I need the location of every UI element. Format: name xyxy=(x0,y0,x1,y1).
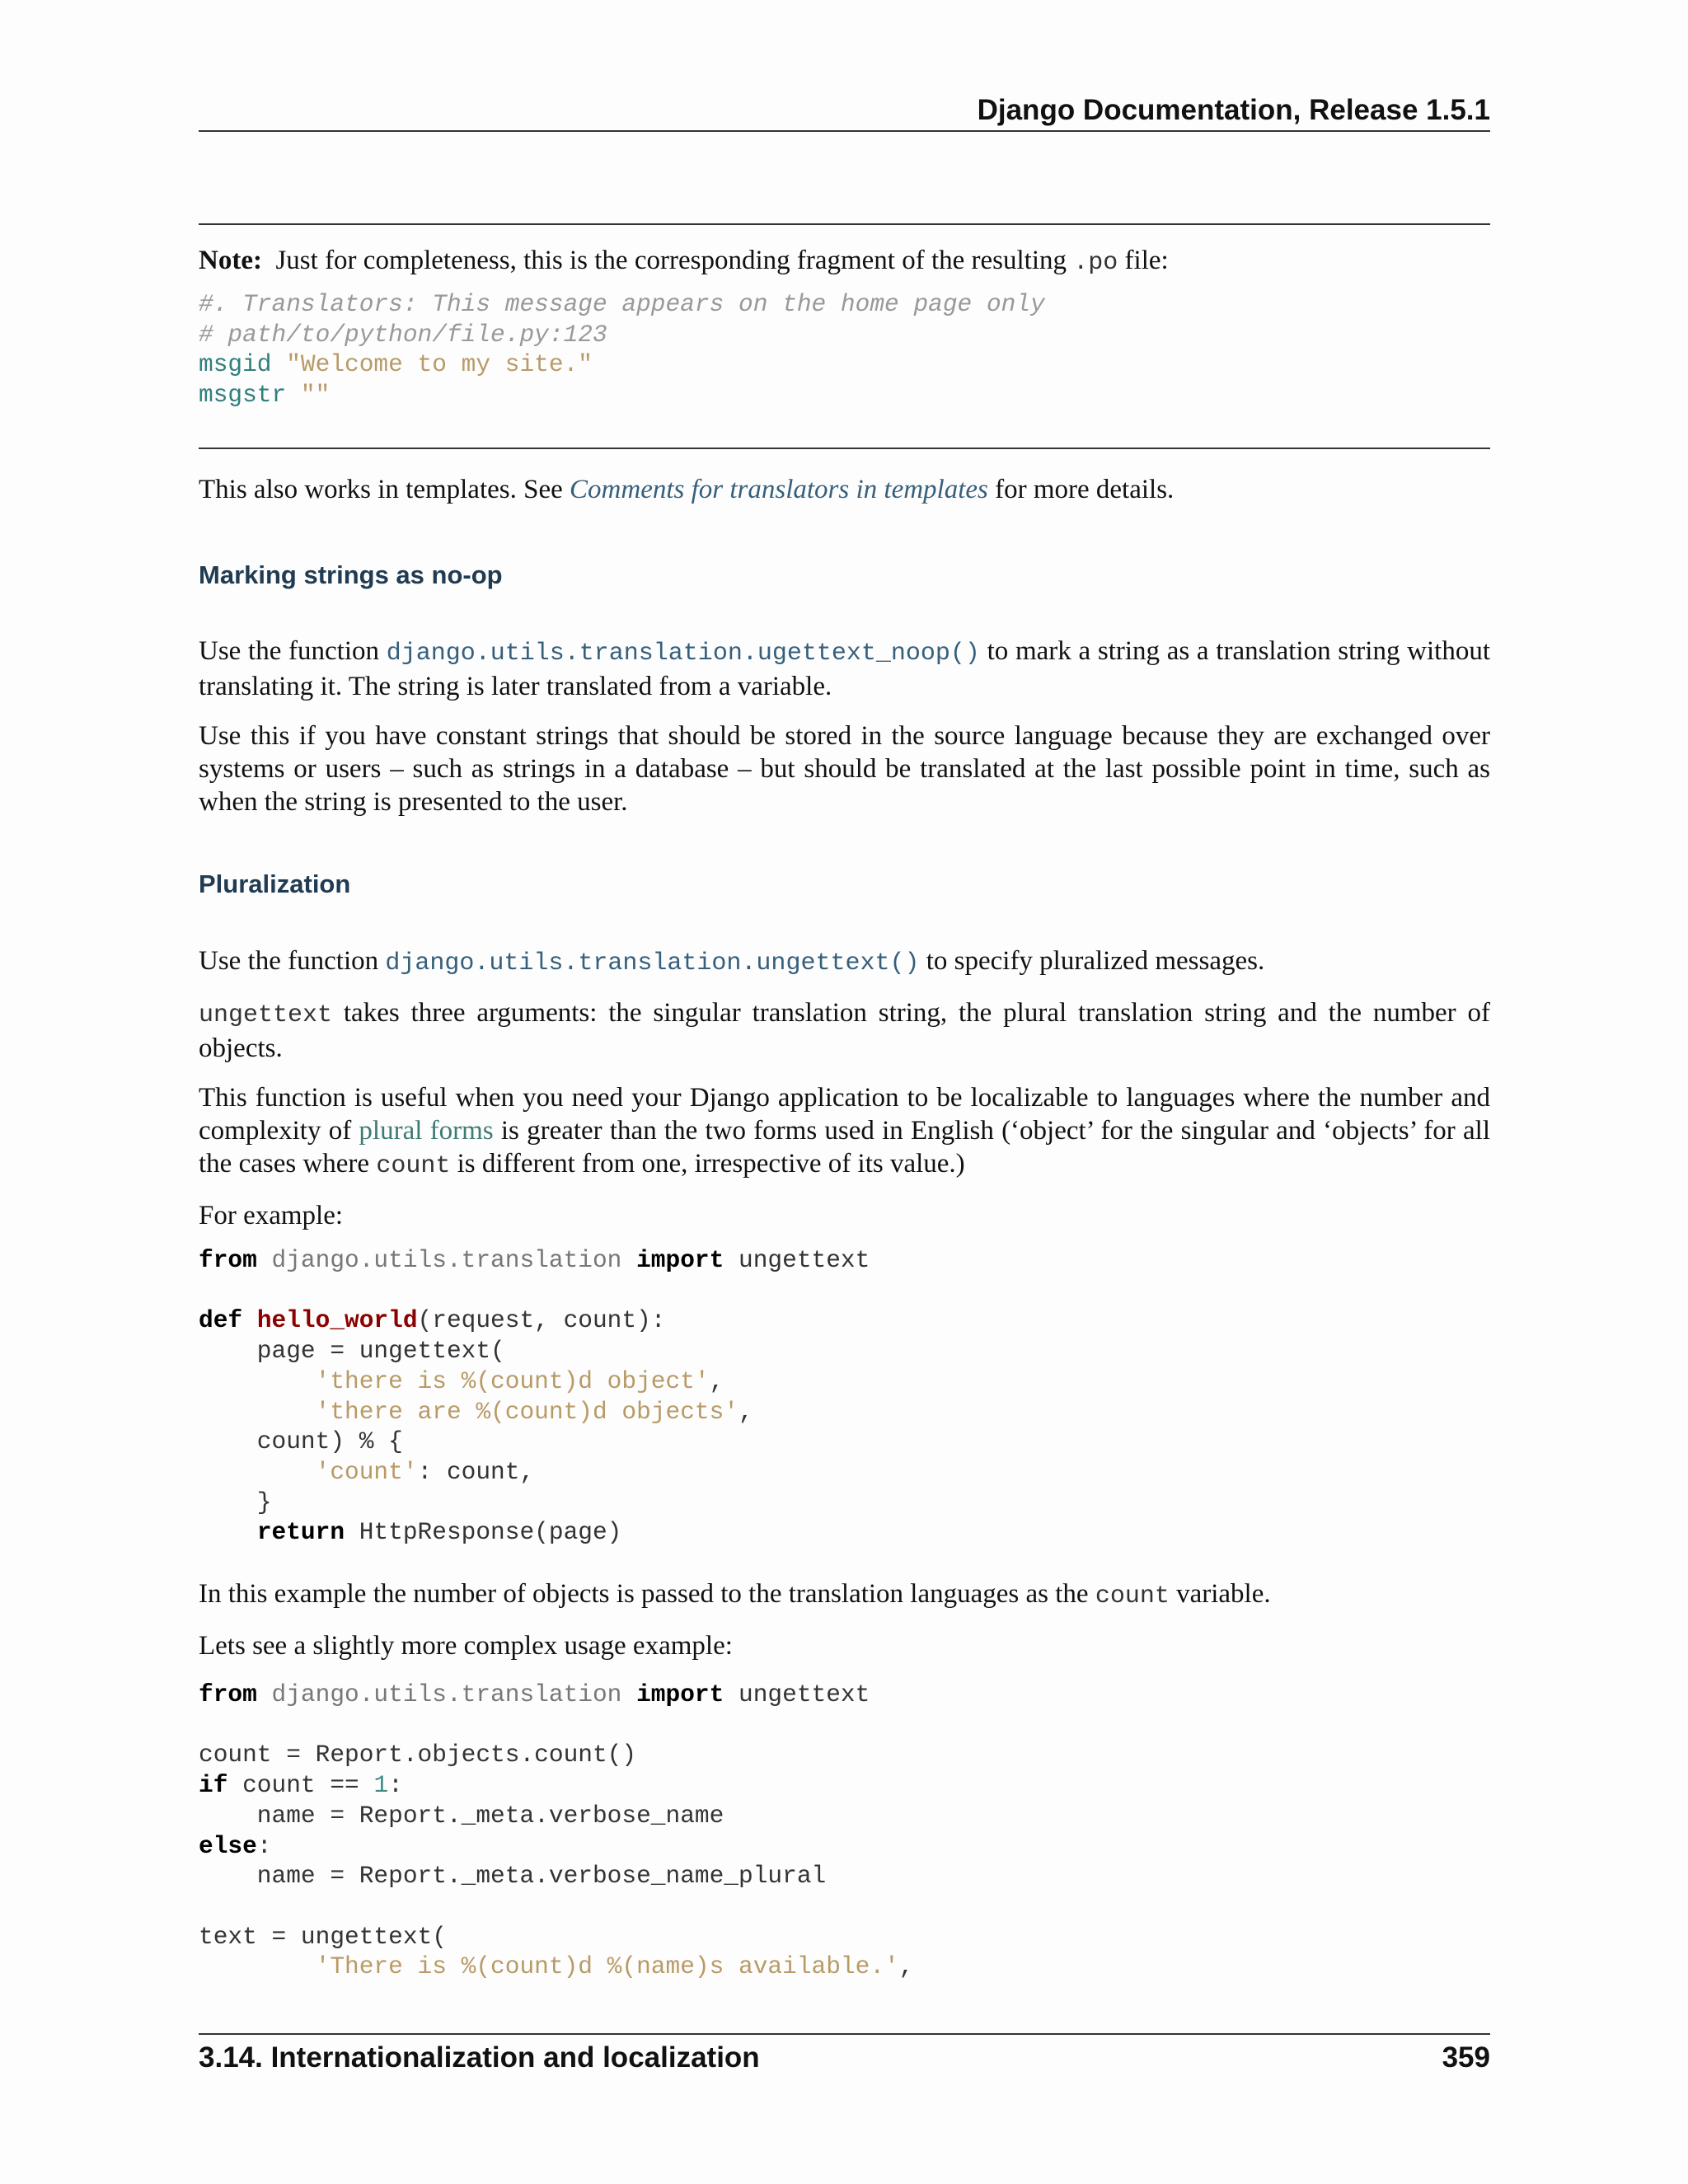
templates-paragraph: This also works in templates. See Comments for translators in templates for more details. xyxy=(199,475,1175,504)
document-page xyxy=(199,0,1490,2184)
plural-paragraph-4: For example: xyxy=(199,1201,344,1230)
note-paragraph: Note: Just for completeness, this is the corresponding fragment of the resulting .po file: xyxy=(199,246,1169,277)
plural-paragraph-2: ungettext takes three arguments: the singular translation string, the plural translation string and the number of objects. xyxy=(199,998,1491,1063)
po-code-block: #. Translators: This message appears on the home page only # path/to/python/file.py:123 msgid "Welcome to my site." msgstr "" xyxy=(199,290,1045,410)
page-footer xyxy=(199,2040,1490,2076)
code-block-hello-world: from django.utils.translation import ungettext def hello_world(request, count): page = ungettext( 'there is %(count)d object', 'there are %(count)d objects', count) % { 'count': count, } return HttpResponse(page) xyxy=(199,1246,870,1547)
inline-code: .po xyxy=(1073,249,1118,277)
plural-paragraph-1: Use the function django.utils.translation.ungettext() to specify pluralized messages. xyxy=(199,946,1265,977)
comments-translators-link[interactable]: Comments for translators in templates xyxy=(570,475,988,504)
page-number: 359 xyxy=(1442,2041,1490,2074)
plural-paragraph-3: This function is useful when you need your Django application to be localizable to languages where the number and complexity of plural forms is greater than the two forms used in English (‘object’ for the singular and ‘objects’ for all the cases where count is different from one, irrespective of its value.) xyxy=(199,1083,1491,1180)
plural-forms-link[interactable]: plural forms xyxy=(359,1116,494,1146)
footer-rule xyxy=(199,2033,1490,2035)
plural-paragraph-5: In this example the number of objects is passed to the translation languages as the count variable. xyxy=(199,1579,1271,1610)
running-header: Django Documentation, Release 1.5.1 xyxy=(977,94,1490,126)
note-box xyxy=(199,244,1490,410)
noop-paragraph-2: Use this if you have constant strings that should be stored in the source language because they are exchanged over systems or users – such as strings in a database – but should be translated at the last possible point in time, such as when the string is presented to the user. xyxy=(199,721,1490,817)
noop-paragraph-1: Use the function django.utils.translation.ugettext_noop() to mark a string as a translation string without translating it. The string is later translated from a variable. xyxy=(199,636,1491,701)
ungettext-link[interactable]: django.utils.translation.ungettext() xyxy=(385,949,920,977)
footer-section-title: 3.14. Internationalization and localization xyxy=(199,2041,760,2074)
header-rule xyxy=(199,130,1490,132)
note-top-rule xyxy=(199,223,1490,225)
plural-paragraph-6: Lets see a slightly more complex usage example: xyxy=(199,1631,733,1661)
noop-heading: Marking strings as no-op xyxy=(199,560,503,589)
ugettext-noop-link[interactable]: django.utils.translation.ugettext_noop() xyxy=(386,640,980,668)
pluralization-heading: Pluralization xyxy=(199,869,351,898)
note-label: Note: xyxy=(199,246,262,275)
code-block-report: from django.utils.translation import ungettext count = Report.objects.count() if count == 1: name = Report._meta.verbose_name else: name = Report._meta.verbose_name_plural text = ungettext( 'There is %(count)d %(name)s available.', xyxy=(199,1680,914,1981)
note-bottom-rule xyxy=(199,448,1490,449)
